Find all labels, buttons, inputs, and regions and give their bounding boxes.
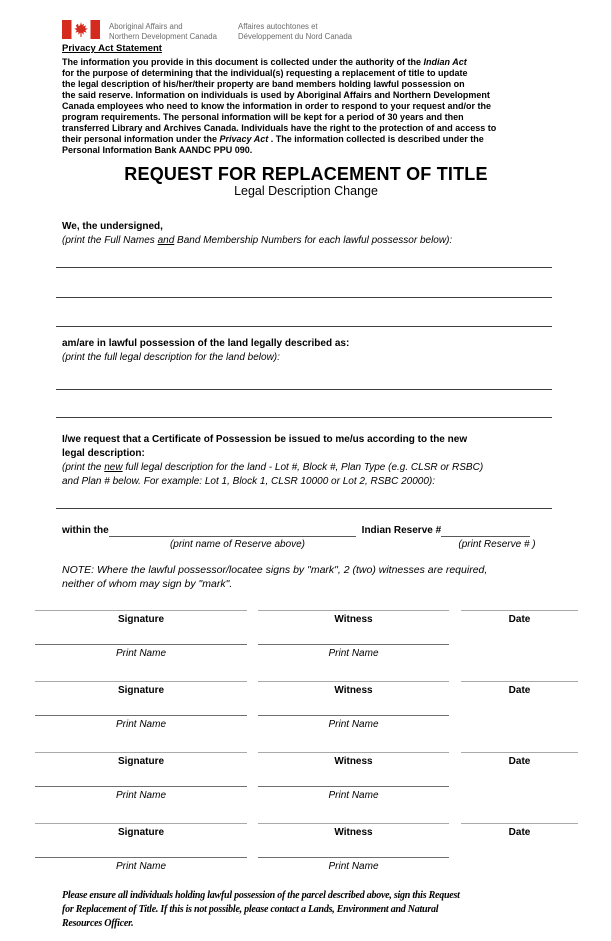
footer-line2: for Replacement of Title. If this is not possible, please contact a Lands, Environment and Natural [62,904,439,915]
privacy-line: Personal Information Bank AANDC PPU 090. [62,145,253,155]
print-name-label: Print Name [328,648,379,659]
print-name-label: Print Name [328,861,379,872]
footer-line1: Please ensure all individuals holding lawful possession of the parcel described above, sign this Request [62,890,460,901]
date-label: Date [508,756,531,767]
request-instruction-line1: (print the new full legal description for the land - Lot #, Block #, Plan Type (e.g. CLSR or RSBC) [62,462,484,473]
reserve-name-field[interactable] [109,524,356,537]
new-legal-description-line[interactable] [56,508,552,509]
legal-description-line-1[interactable] [56,389,552,390]
signature-row-4 [0,823,612,883]
request-heading-line1: I/we request that a Certificate of Possession be issued to me/us according to the new [62,434,468,445]
print-name-label: Print Name [115,719,166,730]
mark-witness-note [62,563,487,591]
form-subtitle: Legal Description Change [234,184,378,198]
signature-column [35,681,247,730]
privacy-line: transferred Library and Archives Canada. Individuals have the right to the protection of and access to [62,123,497,133]
privacy-line: the said reserve. Information on individuals is used by Aboriginal Affairs and Northern Development [62,90,490,100]
footer-line3: Resources Officer. [62,918,134,929]
possessor-name-line-3[interactable] [56,326,552,327]
dept-fr-line1: Affaires autochtones et [238,22,318,31]
possession-instruction: (print the full legal description for the land below): [62,352,280,363]
signature-row-1 [0,610,612,670]
request-heading-line2: legal description: [62,448,145,459]
possession-heading: am/are in lawful possession of the land legally described as: [62,338,350,349]
privacy-act-statement-heading: Privacy Act Statement [62,43,162,54]
print-name-label: Print Name [115,648,166,659]
print-name-label: Print Name [328,719,379,730]
privacy-line: the legal description of his/her/their property are band members holding lawful possession on [62,79,465,89]
undersigned-heading: We, the undersigned, [62,221,163,232]
witness-label: Witness [334,685,373,696]
date-column [461,610,578,644]
privacy-line: their personal information under the Privacy Act . The information collected is described under the [62,134,484,144]
privacy-line: for the purpose of determining that the individual(s) requesting a replacement of title to update [62,68,468,78]
privacy-line: program requirements. The personal information will be kept for a period of 30 years and then [62,112,464,122]
footer-instruction [62,889,572,931]
within-the-label: within the [62,525,109,536]
witness-label: Witness [334,756,373,767]
legal-description-line-2[interactable] [56,417,552,418]
department-name-french [238,20,352,41]
witness-label: Witness [334,827,373,838]
undersigned-instruction: (print the Full Names and Band Membership Numbers for each lawful possessor below): [62,235,453,246]
department-name-english [109,20,238,41]
reserve-row [62,522,530,537]
witness-column [258,681,449,730]
signature-column [35,752,247,801]
print-name-label: Print Name [115,861,166,872]
possessor-name-line-2[interactable] [56,297,552,298]
date-column [461,823,578,857]
print-name-label: Print Name [115,790,166,801]
privacy-line: Canada employees who need to know the information in order to respond to your request and/or the [62,101,492,111]
signature-row-3 [0,752,612,812]
date-column [461,681,578,715]
signature-label: Signature [117,827,165,838]
canada-flag-icon [62,20,100,39]
date-label: Date [508,614,531,625]
signature-row-2 [0,681,612,741]
government-header [62,20,352,41]
note-line2: neither of whom may sign by "mark". [62,578,233,590]
signature-label: Signature [117,756,165,767]
dept-en-line2: Northern Development Canada [109,31,217,41]
date-column [461,752,578,786]
witness-column [258,823,449,872]
privacy-act-statement-text [62,57,562,156]
signature-label: Signature [117,685,165,696]
possessor-name-line-1[interactable] [56,267,552,268]
witness-label: Witness [334,614,373,625]
request-instruction-line2: and Plan # below. For example: Lot 1, Block 1, CLSR 10000 or Lot 2, RSBC 20000): [62,476,435,487]
privacy-line: The information you provide in this document is collected under the authority of the Indian Act [62,57,467,67]
indian-reserve-number-label: Indian Reserve # [361,525,442,536]
reserve-name-caption: (print name of Reserve above) [169,539,306,550]
note-line1: NOTE: Where the lawful possessor/locatee signs by "mark", 2 (two) witnesses are required, [62,564,488,576]
date-label: Date [508,827,531,838]
signature-column [35,823,247,872]
signature-column [35,610,247,659]
reserve-number-field[interactable] [441,524,530,537]
date-label: Date [508,685,531,696]
witness-column [258,610,449,659]
dept-en-line1: Aboriginal Affairs and [109,22,183,31]
witness-column [258,752,449,801]
dept-fr-line2: Développement du Nord Canada [238,31,352,41]
signature-label: Signature [117,614,165,625]
form-title: REQUEST FOR REPLACEMENT OF TITLE [124,164,488,184]
print-name-label: Print Name [328,790,379,801]
reserve-number-caption: (print Reserve # ) [458,539,536,550]
